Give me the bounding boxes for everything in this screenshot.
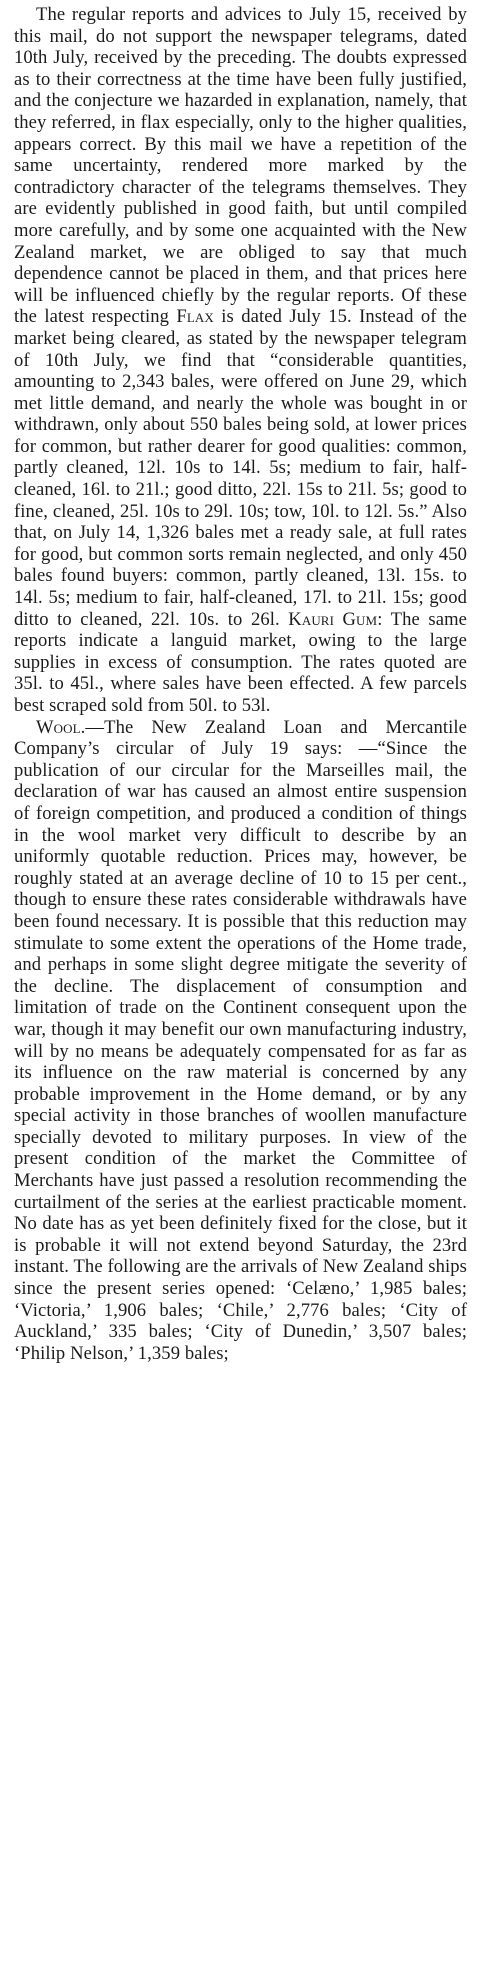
newspaper-column (14, 4, 467, 1364)
wool-market-paragraph (14, 717, 467, 1365)
wool-heading: Wool. (36, 716, 86, 738)
flax-intro-text: The regular reports and advices to July 15, received by this mail, do not support the newspaper telegrams, dated 10th July, received by the preceding. The doubts expressed as to their correctness at the time have been fully justified, and the conjecture we hazarded in explanation, namely, that they referred, in flax especially, only to the higher qualities, appears correct. By this mail we have a repetition of the same uncertainty, rendered more marked by the contradictory character of the telegrams themselves. They are evidently published in good faith, but until compiled more carefully, and by some one acquainted with the New Zealand market, we are obliged to say that much dependence cannot be placed in them, and that prices here will be influenced chiefly by the regular reports. Of these the latest respecting (14, 4, 467, 328)
flax-heading: Flax (176, 306, 214, 328)
flax-prices-text: is dated July 15. Instead of the market being cleared, as stated by the newspaper telegram of 10th July, we find that “considerable quantities, amounting to 2,343 bales, were offered on June 29, which met little demand, and nearly the whole was bought in or withdrawn, only about 550 bales being sold, at lower prices for common, but rather dearer for good qualities: common, partly cleaned, 12l. 10s to 14l. 5s; medium to fair, half-cleaned, 16l. to 21l.; good ditto, 22l. 15s to 21l. 5s; good to fine, cleaned, 25l. 10s to 29l. 10s; tow, 10l. to 12l. 5s.” Also that, on July 14, 1,326 bales met a ready sale, at full rates for good, but common sorts remain neglected, and only 450 bales found buyers: common, partly cleaned, 13l. 15s. to 14l. 5s; medium to fair, half-cleaned, 17l. to 21l. 15s; good ditto to cleaned, 22l. 10s. to 26l. (14, 306, 467, 630)
kauri-gum-heading: Kauri Gum (288, 608, 378, 630)
wool-circular-text: —The New Zealand Loan and Mercantile Company’s circular of July 19 says: —“Since the publication of our circular for the Marseilles mail, the declaration of war has caused an almost entire suspension of foreign competition, and produced a condition of things in the wool market very difficult to describe by an uniformly quotable reduction. Prices may, however, be roughly stated at an average decline of 10 to 15 per cent., though to ensure these rates considerable withdrawals have been found necessary. It is possible that this reduction may stimulate to some extent the operations of the Home trade, and perhaps in some slight degree mitigate the severity of the decline. The displacement of consumption and limitation of trade on the Continent consequent upon the war, though it may benefit our own manufacturing industry, will by no means be adequately compensated for as far as its influence on the raw material is concerned by any probable improvement in the Home demand, or by any special activity in those branches of woollen manufacture specially devoted to military purposes. In view of the present condition of the market the Committee of Merchants have just passed a resolution recommending the curtailment of the series at the earliest practicable moment. No date has as yet been definitely fixed for the close, but it is probable it will not extend beyond Saturday, the 23rd instant. The following are the arrivals of New Zealand ships since the present series opened: ‘Celæno,’ 1,985 bales; ‘Victoria,’ 1,906 bales; ‘Chile,’ 2,776 bales; ‘City of Auckland,’ 335 bales; ‘City of Dunedin,’ 3,507 bales; ‘Philip Nelson,’ 1,359 bales; (14, 716, 467, 1364)
kauri-gum-text: : The same reports indicate a languid market, owing to the large supplies in excess of consumption. The rates quoted are 35l. to 45l., where sales have been effected. A few parcels best scraped sold from 50l. to 53l. (14, 608, 467, 716)
flax-market-paragraph (14, 4, 467, 717)
